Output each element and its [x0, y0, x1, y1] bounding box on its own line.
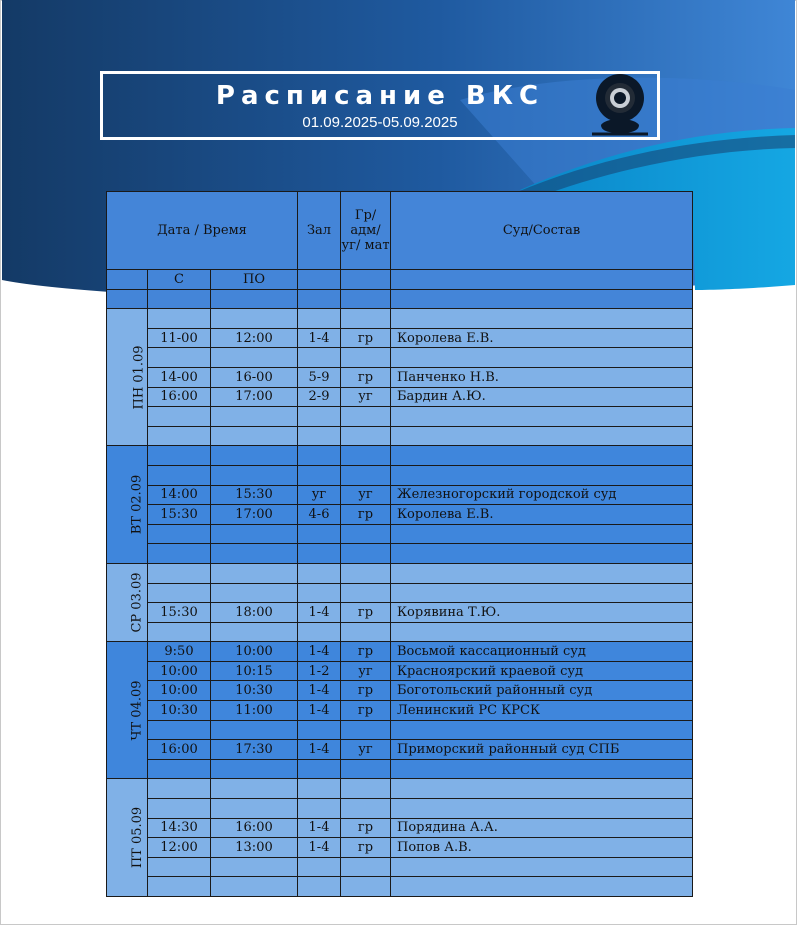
- table-row: [107, 563, 693, 583]
- time-from-cell: [148, 563, 211, 583]
- case-type-cell: гр: [341, 701, 391, 721]
- time-to-cell: [211, 544, 298, 564]
- case-type-cell: [341, 720, 391, 740]
- schedule-period: 01.09.2025-05.09.2025: [302, 114, 458, 131]
- case-type-cell: [341, 857, 391, 877]
- table-row: [107, 446, 693, 466]
- time-to-cell: [211, 877, 298, 897]
- table-row: [107, 524, 693, 544]
- case-type-cell: гр: [341, 838, 391, 858]
- time-from-cell: 10:00: [148, 681, 211, 701]
- case-type-cell: гр: [341, 818, 391, 838]
- time-from-cell: 14:00: [148, 485, 211, 505]
- from-header: С: [148, 270, 211, 290]
- table-row: [107, 328, 693, 348]
- table-spacer-row: [107, 289, 693, 309]
- time-to-cell: [211, 563, 298, 583]
- time-to-cell: [211, 759, 298, 779]
- table-header-row: [107, 192, 693, 270]
- table-row: [107, 838, 693, 858]
- time-from-cell: [148, 877, 211, 897]
- time-from-cell: 14:30: [148, 818, 211, 838]
- hall-cell: [298, 309, 341, 329]
- court-name-cell: [391, 857, 693, 877]
- court-name-cell: [391, 309, 693, 329]
- day-label-cell: [107, 642, 148, 779]
- hall-cell: [298, 720, 341, 740]
- case-type-cell: уг: [341, 387, 391, 407]
- table-row: [107, 818, 693, 838]
- court-name-cell: [391, 524, 693, 544]
- court-name-cell: [391, 622, 693, 642]
- case-type-cell: [341, 348, 391, 368]
- case-type-cell: уг: [341, 661, 391, 681]
- schedule-table: [106, 191, 693, 897]
- hall-cell: [298, 799, 341, 819]
- court-name-cell: Восьмой кассационный суд: [391, 642, 693, 662]
- table-row: [107, 642, 693, 662]
- time-from-cell: 16:00: [148, 740, 211, 760]
- time-from-cell: [148, 720, 211, 740]
- table-row: [107, 465, 693, 485]
- table-subheader-row: [107, 270, 693, 290]
- case-type-cell: [341, 583, 391, 603]
- time-from-cell: [148, 426, 211, 446]
- time-to-cell: [211, 426, 298, 446]
- time-to-cell: [211, 857, 298, 877]
- court-name-cell: Красноярский краевой суд: [391, 661, 693, 681]
- table-row: [107, 544, 693, 564]
- table-row: [107, 505, 693, 525]
- hall-cell: 1-2: [298, 661, 341, 681]
- time-from-cell: [148, 799, 211, 819]
- day-label-cell: [107, 309, 148, 446]
- case-type-cell: уг: [341, 740, 391, 760]
- time-from-cell: 14-00: [148, 367, 211, 387]
- court-name-cell: [391, 799, 693, 819]
- hall-cell: [298, 622, 341, 642]
- hall-header: Зал: [298, 192, 341, 270]
- time-from-cell: 15:30: [148, 603, 211, 623]
- court-name-cell: Приморский районный суд СПБ: [391, 740, 693, 760]
- title-box: [100, 71, 660, 140]
- time-to-cell: [211, 779, 298, 799]
- time-from-cell: 9:50: [148, 642, 211, 662]
- hall-cell: [298, 759, 341, 779]
- time-to-cell: 13:00: [211, 838, 298, 858]
- court-name-cell: Панченко Н.В.: [391, 367, 693, 387]
- datetime-header: Дата / Время: [107, 192, 298, 270]
- court-name-cell: [391, 720, 693, 740]
- court-name-cell: [391, 426, 693, 446]
- court-name-cell: [391, 544, 693, 564]
- case-type-cell: [341, 309, 391, 329]
- hall-cell: [298, 446, 341, 466]
- time-from-cell: [148, 759, 211, 779]
- case-type-cell: гр: [341, 642, 391, 662]
- case-type-cell: [341, 407, 391, 427]
- hall-cell: [298, 877, 341, 897]
- day-label-cell: [107, 779, 148, 897]
- hall-cell: [298, 524, 341, 544]
- time-to-cell: 10:30: [211, 681, 298, 701]
- court-name-cell: Боготольский районный суд: [391, 681, 693, 701]
- case-type-cell: уг: [341, 485, 391, 505]
- hall-cell: 1-4: [298, 681, 341, 701]
- court-name-cell: [391, 446, 693, 466]
- case-type-cell: гр: [341, 505, 391, 525]
- time-to-cell: [211, 622, 298, 642]
- time-to-cell: 10:15: [211, 661, 298, 681]
- hall-cell: 1-4: [298, 701, 341, 721]
- hall-cell: [298, 563, 341, 583]
- to-header: ПО: [211, 270, 298, 290]
- time-to-cell: [211, 799, 298, 819]
- time-from-cell: 11-00: [148, 328, 211, 348]
- case-type-cell: [341, 446, 391, 466]
- table-row: [107, 387, 693, 407]
- hall-cell: 4-6: [298, 505, 341, 525]
- webcam-icon: [588, 73, 652, 137]
- day-label: ПН 01.09: [131, 345, 147, 410]
- hall-cell: уг: [298, 485, 341, 505]
- case-type-cell: [341, 544, 391, 564]
- day-label: ВТ 02.09: [129, 474, 145, 535]
- day-label-cell: [107, 446, 148, 564]
- table-row: [107, 367, 693, 387]
- time-to-cell: [211, 446, 298, 466]
- time-to-cell: [211, 407, 298, 427]
- court-name-cell: Бардин А.Ю.: [391, 387, 693, 407]
- time-from-cell: [148, 348, 211, 368]
- hall-cell: [298, 348, 341, 368]
- table-row: [107, 426, 693, 446]
- time-from-cell: [148, 465, 211, 485]
- table-row: [107, 799, 693, 819]
- case-type-cell: [341, 465, 391, 485]
- hall-cell: [298, 544, 341, 564]
- hall-cell: [298, 583, 341, 603]
- hall-cell: [298, 426, 341, 446]
- time-from-cell: [148, 583, 211, 603]
- time-to-cell: 12:00: [211, 328, 298, 348]
- day-label-cell: [107, 563, 148, 641]
- time-from-cell: [148, 779, 211, 799]
- time-from-cell: [148, 446, 211, 466]
- time-to-cell: 18:00: [211, 603, 298, 623]
- case-type-cell: [341, 524, 391, 544]
- case-type-cell: [341, 563, 391, 583]
- hall-cell: [298, 407, 341, 427]
- time-to-cell: 11:00: [211, 701, 298, 721]
- hall-cell: 1-4: [298, 328, 341, 348]
- page-title: Расписание ВКС: [215, 81, 545, 111]
- court-name-cell: [391, 407, 693, 427]
- court-name-cell: Королева Е.В.: [391, 505, 693, 525]
- table-row: [107, 759, 693, 779]
- time-to-cell: 17:00: [211, 387, 298, 407]
- time-from-cell: [148, 407, 211, 427]
- table-row: [107, 603, 693, 623]
- court-name-cell: [391, 465, 693, 485]
- hall-cell: 1-4: [298, 642, 341, 662]
- table-row: [107, 740, 693, 760]
- time-to-cell: 10:00: [211, 642, 298, 662]
- court-name-cell: Королева Е.В.: [391, 328, 693, 348]
- time-from-cell: [148, 544, 211, 564]
- time-to-cell: [211, 524, 298, 544]
- court-name-cell: Железногорский городской суд: [391, 485, 693, 505]
- hall-cell: 1-4: [298, 818, 341, 838]
- table-row: [107, 309, 693, 329]
- case-type-cell: [341, 426, 391, 446]
- hall-cell: [298, 465, 341, 485]
- hall-cell: 5-9: [298, 367, 341, 387]
- case-type-cell: [341, 779, 391, 799]
- case-type-cell: [341, 622, 391, 642]
- table-row: [107, 348, 693, 368]
- time-from-cell: [148, 524, 211, 544]
- table-row: [107, 407, 693, 427]
- time-from-cell: 16:00: [148, 387, 211, 407]
- table-row: [107, 701, 693, 721]
- time-to-cell: [211, 348, 298, 368]
- time-to-cell: [211, 720, 298, 740]
- table-row: [107, 583, 693, 603]
- time-to-cell: 17:00: [211, 505, 298, 525]
- table-row: [107, 857, 693, 877]
- court-name-cell: [391, 779, 693, 799]
- court-name-cell: [391, 583, 693, 603]
- time-from-cell: 10:30: [148, 701, 211, 721]
- court-name-cell: Корявина Т.Ю.: [391, 603, 693, 623]
- case-type-cell: гр: [341, 681, 391, 701]
- time-to-cell: [211, 465, 298, 485]
- court-name-cell: [391, 563, 693, 583]
- hall-cell: 2-9: [298, 387, 341, 407]
- case-type-cell: [341, 877, 391, 897]
- day-label: ПТ 05.09: [130, 807, 146, 869]
- table-row: [107, 720, 693, 740]
- court-header: Суд/Состав: [391, 192, 693, 270]
- time-to-cell: 17:30: [211, 740, 298, 760]
- court-name-cell: Попов А.В.: [391, 838, 693, 858]
- court-name-cell: [391, 759, 693, 779]
- court-name-cell: Порядина А.А.: [391, 818, 693, 838]
- time-from-cell: 12:00: [148, 838, 211, 858]
- time-to-cell: 16-00: [211, 367, 298, 387]
- court-name-cell: Ленинский РС КРСК: [391, 701, 693, 721]
- time-from-cell: 10:00: [148, 661, 211, 681]
- case-type-cell: гр: [341, 603, 391, 623]
- time-from-cell: [148, 309, 211, 329]
- time-from-cell: [148, 857, 211, 877]
- hall-cell: 1-4: [298, 603, 341, 623]
- time-to-cell: [211, 309, 298, 329]
- day-label: ЧТ 04.09: [129, 680, 145, 741]
- table-row: [107, 485, 693, 505]
- court-name-cell: [391, 877, 693, 897]
- time-from-cell: [148, 622, 211, 642]
- case-type-cell: [341, 799, 391, 819]
- table-row: [107, 877, 693, 897]
- day-label: СР 03.09: [129, 572, 145, 633]
- case-type-cell: гр: [341, 328, 391, 348]
- table-row: [107, 779, 693, 799]
- hall-cell: [298, 857, 341, 877]
- table-row: [107, 622, 693, 642]
- hall-cell: 1-4: [298, 838, 341, 858]
- hall-cell: [298, 779, 341, 799]
- table-row: [107, 681, 693, 701]
- time-from-cell: 15:30: [148, 505, 211, 525]
- time-to-cell: 16:00: [211, 818, 298, 838]
- hall-cell: 1-4: [298, 740, 341, 760]
- table-row: [107, 661, 693, 681]
- court-name-cell: [391, 348, 693, 368]
- time-to-cell: [211, 583, 298, 603]
- time-to-cell: 15:30: [211, 485, 298, 505]
- case-type-cell: гр: [341, 367, 391, 387]
- case-type-cell: [341, 759, 391, 779]
- case-type-header: Гр/ адм/ уг/ мат: [341, 192, 391, 270]
